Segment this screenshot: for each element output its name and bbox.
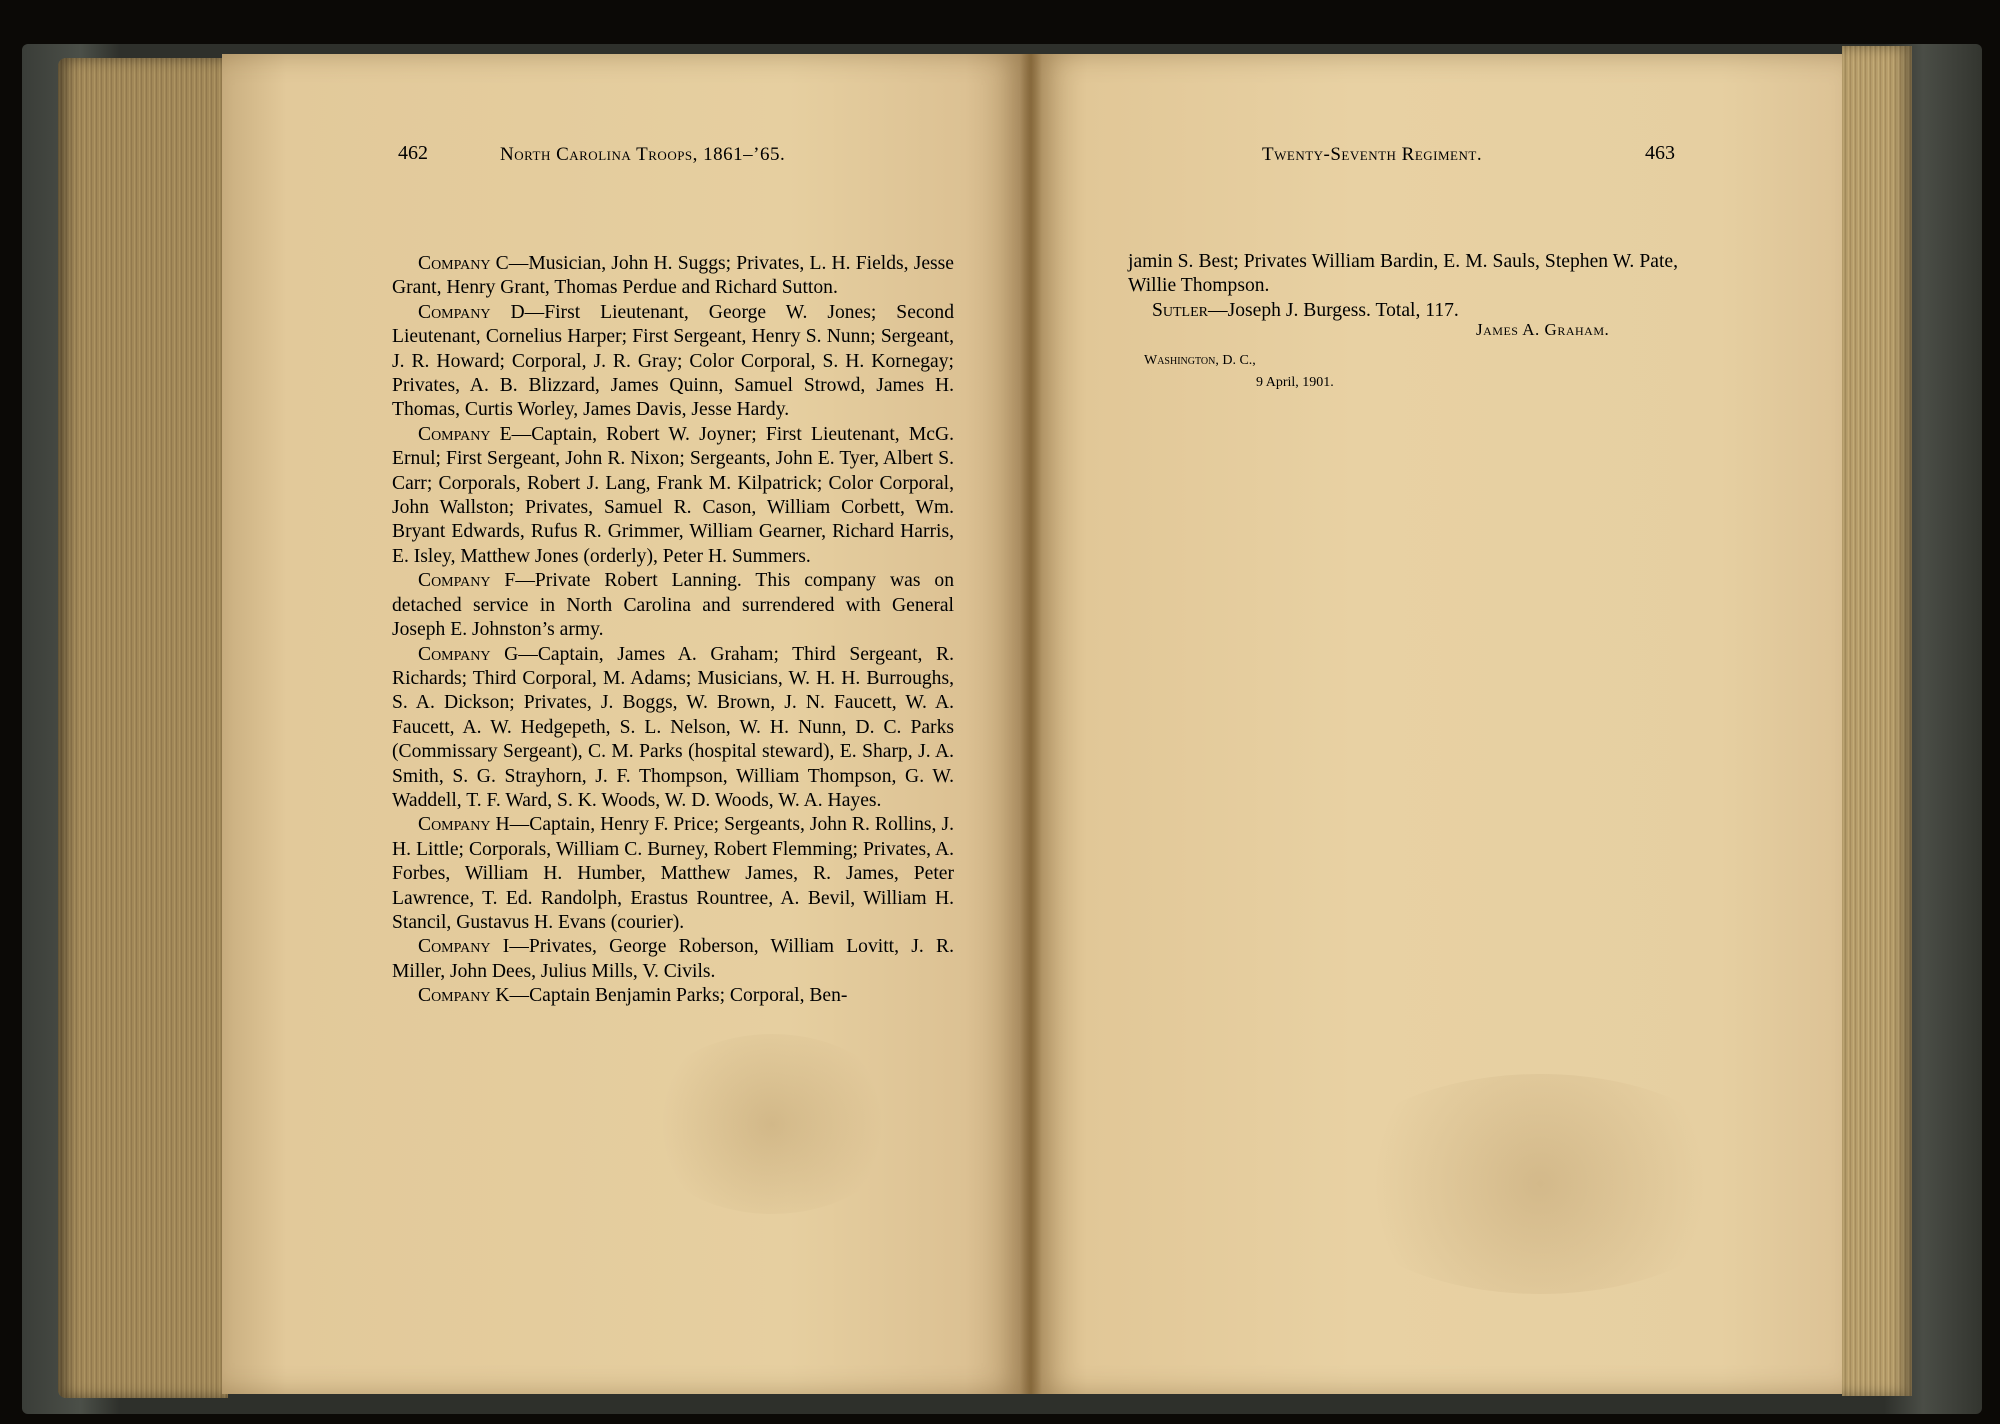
page-number-left: 462 [398, 142, 428, 164]
paper-stain [1330, 1074, 1750, 1294]
company-entry [392, 301, 954, 423]
company-label: Company C [418, 253, 509, 274]
company-text: —Privates, George Roberson, William Lovitt, J. R. Miller, John Dees, Julius Mills, V. Civils. [392, 936, 954, 982]
company-label: Company K [418, 985, 510, 1007]
signature: James A. Graham. [1476, 320, 1610, 339]
company-entry [392, 984, 954, 1008]
company-label: Company D [418, 301, 525, 323]
company-text: —Captain, Henry F. Price; Sergeants, John R. Rollins, J. H. Little; Corporals, William C. Burney, Robert Flemming; Privates, A. Forbes, William H. Humber, Matthew James, R. James, Peter Lawrence, T. Ed. Randolph, Erastus Rountree, A. Bevil, William H. Stancil, Gustavus H. Evans (courier). [392, 814, 954, 933]
right-page-body [1128, 250, 1678, 323]
place: Washington, D. C., [1144, 353, 1256, 368]
company-text: —First Lieutenant, George W. Jones; Second Lieutenant, Cornelius Harper; First Sergeant, Henry S. Nunn; Sergeant, J. R. Howard; Corporal, J. R. Gray; Color Corporal, S. H. Kornegay; Privates, A. B. Blizzard, James Quinn, Samuel Strowd, James H. Thomas, Curtis Worley, James Davis, Jesse Hardy. [392, 301, 954, 421]
running-head-left: North Carolina Troops, 1861–’65. [500, 144, 786, 165]
company-entry [392, 569, 954, 642]
sutler-text: —Joseph J. Burgess. Total, 117. [1208, 299, 1459, 321]
company-entry [392, 643, 954, 814]
company-text: —Captain, James A. Graham; Third Sergeant, R. Richards; Third Corporal, M. Adams; Musicians, W. H. H. Burroughs, S. A. Dickson; Privates, J. Boggs, W. Brown, J. N. Faucett, W. A. Faucett, A. W. Hedgepeth, S. L. Nelson, W. H. Nunn, D. C. Parks (Commissary Sergeant), C. M. Parks (hospital steward), E. Sharp, J. A. Smith, S. G. Strayhorn, J. F. Thompson, William Thompson, G. W. Waddell, T. F. Ward, S. K. Woods, W. D. Woods, W. A. Hayes. [392, 643, 954, 811]
page-edges-left [58, 58, 228, 1398]
book-gutter [1020, 54, 1042, 1394]
company-entry [392, 935, 954, 984]
company-text: —Captain, Robert W. Joyner; First Lieutenant, McG. Ernul; First Sergeant, John R. Nixon; Sergeants, John E. Tyer, Albert S. Carr; Corporals, Robert J. Lang, Frank M. Kilpatrick; Color Corporal, John Wallston; Privates, Samuel R. Cason, William Corbett, Wm. Bryant Edwards, Rufus R. Grimmer, William Gearner, Richard Harris, E. Isley, Matthew Jones (orderly), Peter H. Summers. [392, 423, 955, 567]
company-label: Company E [418, 423, 512, 445]
company-label: Company H [418, 814, 510, 836]
company-text: —Musician, John H. Suggs; Privates, L. H. Fields, Jesse Grant, Henry Grant, Thomas Perdue and Richard Sutton. [392, 253, 954, 299]
page-number-right: 463 [1645, 142, 1675, 164]
company-label: Company F [418, 570, 516, 592]
company-label: Company I [418, 936, 510, 958]
company-text: —Captain Benjamin Parks; Corporal, Ben- [509, 985, 848, 1007]
company-entry [392, 423, 954, 569]
date: 9 April, 1901. [1256, 375, 1334, 390]
sutler-label: Sutler [1152, 299, 1209, 321]
running-head-right: Twenty-Seventh Regiment. [1262, 144, 1483, 165]
company-entry [392, 813, 954, 935]
company-entry [392, 252, 954, 301]
paper-stain [642, 1034, 902, 1214]
dateline [1144, 350, 1334, 394]
company-label: Company G [418, 643, 519, 665]
page-edges-right [1842, 46, 1912, 1396]
continuation-text: jamin S. Best; Privates William Bardin, E. M. Sauls, Stephen W. Pate, Willie Thompson. [1128, 251, 1678, 297]
left-page-body [392, 252, 954, 1009]
company-text: —Private Robert Lanning. This company was on detached service in North Carolina and surrendered with General Joseph E. Johnston’s army. [392, 570, 954, 641]
